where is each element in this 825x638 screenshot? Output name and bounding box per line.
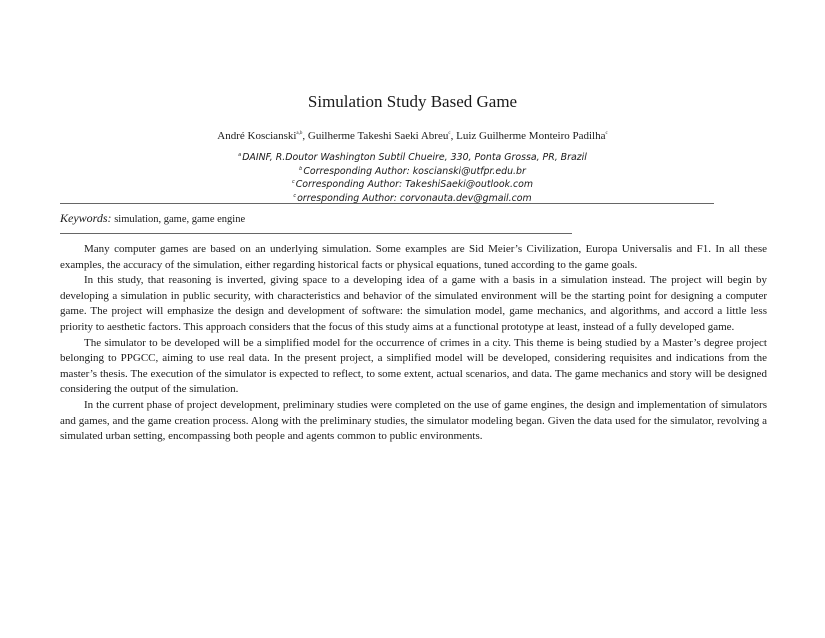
body-paragraph: In this study, that reasoning is inverted, giving space to a developing idea of a game with a basis in a simulation instead. The project will begin by developing a simulation in public security, with characteristics and behavior of the simulated environment will be the starting point for designing a computer game. The project will emphasize the design and development of software: the simulation model, game mechanics, and algorithms, and accord a little less priority to aesthetic factors. This approach considers that the focus of this study aims at a functional prototype at least, instead of a fully developed game.: [60, 274, 767, 333]
affiliation-text: Corresponding Author: koscianski@utfpr.edu.br: [303, 165, 526, 177]
keywords-text: simulation, game, game engine: [114, 214, 246, 225]
author-affiliation-mark: a,b: [296, 131, 303, 136]
affiliation-mark: a: [238, 152, 242, 158]
affiliation-mark: c: [292, 179, 295, 185]
author-list: André Koscianski$^{a,b}$, Guilherme Takeshi Saeki Abreu$^c$, Luiz Guilherme Monteiro Padilha$^c$: [217, 130, 608, 142]
affiliation-line: [0, 177, 825, 191]
affiliation-mark: c: [293, 192, 297, 199]
affiliation-text: Corresponding Author: TakeshiSaeki@outlook.com: [295, 179, 533, 190]
affiliation-line: [0, 164, 825, 178]
affiliation-text: orresponding Author: corvonauta.dev@gmail.com: [297, 192, 532, 204]
affiliation-mark: b: [299, 165, 303, 172]
author-name: Guilherme Takeshi Saeki Abreu: [307, 130, 449, 142]
affiliation-text: DAINF, R.Doutor Washington Subtil Chueire, 330, Ponta Grossa, PR, Brazil: [242, 152, 587, 163]
divider-top: [60, 203, 714, 204]
body-paragraph: In the current phase of project development, preliminary studies were completed on the use of game engines, the design and implementation of simulators and games, and the game creation process. Along with the preliminary studies, the simulator modeling began. Given the data used for the simulator, revolving a simulated urban setting, encompassing both people and agents common to public environments.: [60, 398, 767, 443]
abstract-body: [60, 242, 767, 445]
affiliation-list: [0, 150, 825, 204]
author-affiliation-mark: c: [605, 131, 608, 136]
author-name: André Koscianski: [217, 130, 297, 142]
author-name: Luiz Guilherme Monteiro Padilha: [456, 130, 606, 142]
divider-bottom: [60, 233, 572, 234]
keywords-label: Keywords:: [60, 211, 112, 225]
body-paragraph: Many computer games are based on an underlying simulation. Some examples are Sid Meier’s Civilization, Europa Universalis and F1. In all these examples, the accuracy of the simulation, either regarding historical facts or physical equations, tuned according to the game goals.: [60, 243, 767, 271]
author-affiliation-mark: c: [448, 131, 451, 136]
body-paragraph: The simulator to be developed will be a simplified model for the occurrence of crimes in a city. This theme is being studied by a Master’s degree project belonging to PPGCC, aiming to use real data. In the present project, a simplified model will be developed, considering requisites and indications from the master’s thesis. The execution of the simulator is expected to reflect, to some extent, actual scenarios, and data. The game mechanics and story will be designed considering the output of the simulation.: [60, 336, 767, 396]
affiliation-line: [0, 191, 825, 205]
keywords-line: [60, 211, 245, 227]
paper-title: Simulation Study Based Game: [307, 92, 518, 111]
affiliation-line: [0, 150, 825, 164]
